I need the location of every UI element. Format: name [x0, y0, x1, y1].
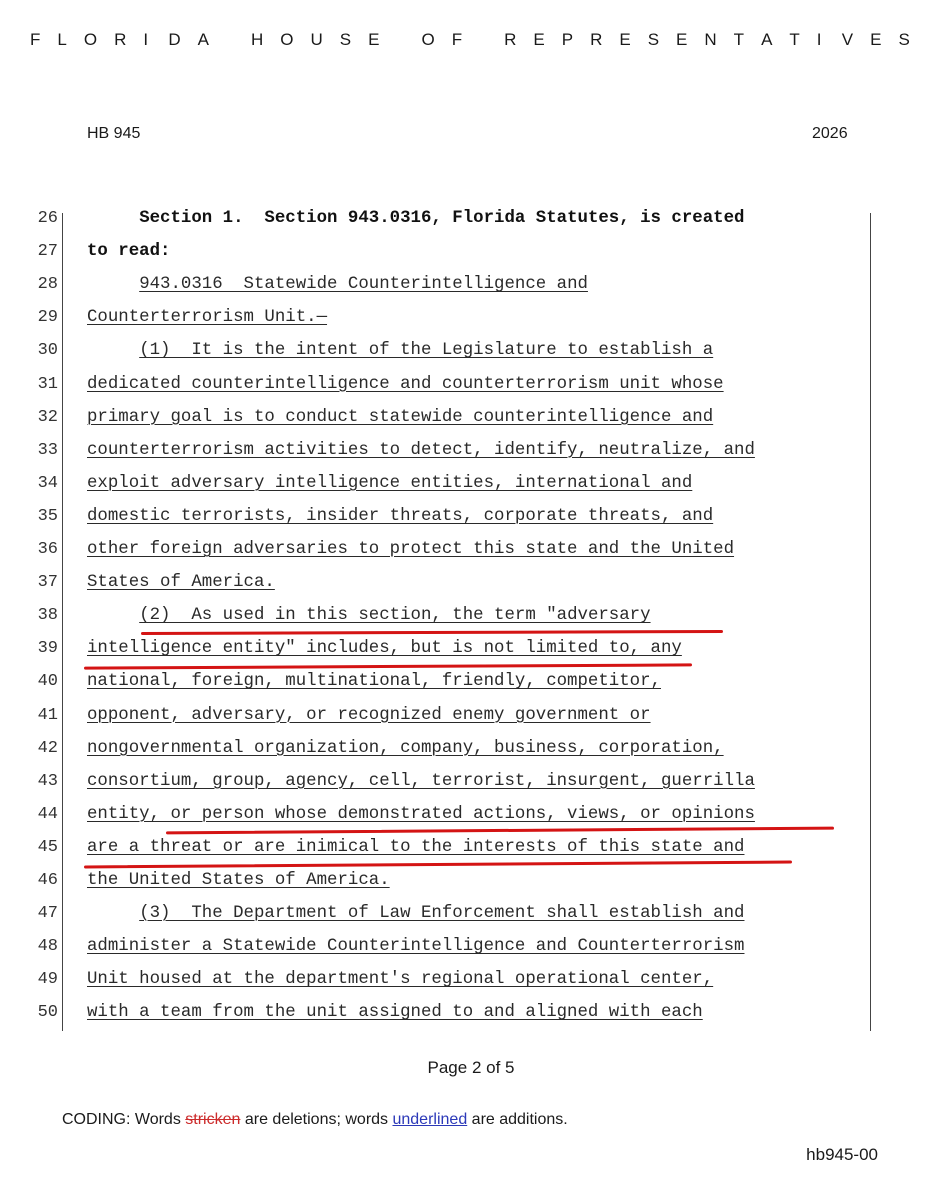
chamber-letter: R — [504, 30, 517, 49]
line-text: domestic terrorists, insider threats, corporate threats, and — [87, 506, 714, 526]
line-number: 29 — [37, 308, 58, 328]
red-annotation-line-45 — [84, 861, 792, 869]
right-margin-rule — [870, 213, 871, 1031]
chamber-letter: E — [619, 30, 631, 49]
line-text: the United States of America. — [87, 871, 390, 890]
chamber-letter: S — [898, 30, 910, 49]
line-number: 36 — [37, 540, 58, 559]
bill-number: HB 945 — [87, 125, 141, 142]
line-number: 34 — [37, 473, 58, 493]
bill-line — [87, 1003, 703, 1022]
line-text: consortium, group, agency, cell, terrorist, insurgent, guerrilla — [87, 771, 755, 791]
coding-prefix: CODING: Words — [62, 1111, 186, 1128]
bill-line — [87, 507, 713, 526]
bill-line — [87, 441, 755, 460]
line-text: 943.0316 Statewide Counterintelligence and — [139, 275, 588, 295]
chamber-letter: T — [789, 30, 800, 49]
chamber-letter: A — [761, 30, 773, 49]
line-text: States of America. — [87, 573, 275, 593]
line-number: 41 — [37, 705, 58, 725]
chamber-letter: T — [733, 30, 745, 49]
chamber-letter: S — [647, 30, 660, 49]
chamber-letter — [396, 30, 404, 50]
line-text: nongovernmental organization, company, business, corporation, — [87, 738, 724, 758]
chamber-letter: A — [197, 30, 209, 49]
line-number: 28 — [37, 275, 58, 295]
line-number: 33 — [37, 440, 58, 460]
line-text: dedicated counterintelligence and counterterrorism unit whose — [87, 374, 724, 394]
bill-line — [87, 408, 713, 427]
bill-line — [87, 606, 651, 625]
bill-line — [87, 275, 588, 294]
chamber-letter: R — [114, 30, 127, 49]
line-number: 40 — [37, 672, 58, 692]
line-number: 31 — [37, 374, 58, 394]
line-number: 35 — [37, 506, 58, 526]
line-text: other foreign adversaries to protect this state and the United — [87, 540, 735, 559]
line-number: 49 — [37, 970, 58, 990]
line-text: are a threat or are inimical to the interests of this state and — [87, 837, 745, 857]
line-text: (2) As used in this section, the term "adversary — [139, 606, 651, 626]
chamber-letter: O — [280, 30, 294, 49]
line-text: Counterterrorism Unit.— — [87, 308, 328, 328]
bill-line — [87, 474, 692, 493]
chamber-letter: O — [421, 30, 435, 49]
line-text: administer a Statewide Counterintelligence and Counterterrorism — [87, 937, 745, 957]
chamber-letter: N — [704, 30, 717, 49]
line-text: (1) It is the intent of the Legislature to establish a — [139, 341, 714, 361]
bill-line — [87, 242, 171, 261]
line-text: Unit housed at the department's regional operational center, — [87, 970, 714, 990]
line-number: 44 — [37, 804, 58, 824]
line-number: 45 — [37, 837, 58, 857]
bill-line — [87, 838, 744, 857]
red-annotation-line-39 — [84, 663, 692, 669]
chamber-letter: L — [57, 30, 67, 49]
bill-line — [87, 739, 724, 758]
line-text: primary goal is to conduct statewide counterintelligence and — [87, 407, 714, 427]
chamber-letter: E — [368, 30, 380, 49]
chamber-letter — [226, 30, 234, 50]
line-number: 32 — [37, 407, 58, 427]
chamber-letter: U — [310, 30, 323, 49]
document-id: hb945-00 — [806, 1145, 878, 1164]
line-text: Section 1. Section 943.0316, Florida Statutes, is created — [139, 209, 745, 228]
line-text: with a team from the unit assigned to and aligned with each — [87, 1003, 703, 1023]
bill-line — [87, 937, 744, 956]
chamber-letter: I — [816, 30, 822, 49]
line-number: 43 — [37, 771, 58, 791]
bill-line — [87, 573, 275, 592]
bill-line — [87, 341, 713, 360]
chamber-letter: H — [251, 30, 264, 49]
chamber-letter: E — [870, 30, 882, 49]
bill-line — [87, 639, 682, 658]
line-number: 39 — [37, 639, 58, 659]
bill-line — [87, 540, 734, 559]
session-year: 2026 — [812, 125, 848, 142]
coding-suffix: are additions. — [467, 1111, 568, 1128]
bill-line — [87, 209, 744, 228]
chamber-header — [30, 30, 910, 50]
line-number: 30 — [37, 341, 58, 361]
line-text: intelligence entity" includes, but is not limited to, any — [87, 639, 682, 659]
line-number: 27 — [37, 242, 58, 262]
line-text: entity, or person whose demonstrated actions, views, or opinions — [87, 804, 755, 824]
line-indent — [87, 341, 139, 360]
line-text: counterterrorism activities to detect, identify, neutralize, and — [87, 440, 755, 460]
left-margin-rule — [62, 213, 63, 1031]
bill-line — [87, 904, 744, 923]
bill-line — [87, 805, 755, 824]
bill-line — [87, 375, 724, 394]
bill-line — [87, 706, 651, 725]
line-text: exploit adversary intelligence entities, international and — [87, 473, 693, 493]
chamber-letter: E — [676, 30, 688, 49]
chamber-letter: F — [451, 30, 463, 49]
bill-line — [87, 970, 713, 989]
line-number: 26 — [37, 209, 58, 228]
chamber-letter: S — [339, 30, 352, 49]
page-number: Page 2 of 5 — [427, 1058, 515, 1077]
chamber-letter — [479, 30, 487, 50]
line-number: 50 — [37, 1003, 58, 1023]
line-text: opponent, adversary, or recognized enemy government or — [87, 705, 651, 725]
bill-line — [87, 871, 390, 890]
chamber-letter: I — [143, 30, 149, 49]
red-annotation-line-38 — [141, 630, 723, 635]
line-indent — [87, 606, 139, 625]
line-number: 42 — [37, 738, 58, 758]
line-number: 48 — [37, 937, 58, 957]
line-number: 47 — [37, 904, 58, 924]
line-text: (3) The Department of Law Enforcement shall establish and — [139, 904, 745, 924]
line-indent — [87, 275, 139, 294]
chamber-letter: E — [533, 30, 545, 49]
line-indent — [87, 904, 139, 923]
coding-legend — [62, 1111, 568, 1129]
chamber-letter: R — [590, 30, 603, 49]
chamber-letter: F — [30, 30, 41, 49]
chamber-letter: P — [561, 30, 574, 49]
coding-stricken-example: stricken — [185, 1111, 241, 1128]
chamber-letter: V — [841, 30, 854, 49]
line-number: 37 — [37, 573, 58, 593]
line-number: 38 — [37, 606, 58, 626]
coding-middle: are deletions; words — [240, 1111, 393, 1128]
red-annotation-line-44 — [166, 827, 834, 835]
chamber-letter: D — [168, 30, 181, 49]
line-text: to read: — [87, 242, 171, 262]
line-text: national, foreign, multinational, friendly, competitor, — [87, 672, 661, 692]
chamber-letter: O — [83, 30, 98, 49]
bill-line — [87, 308, 327, 327]
line-indent — [87, 209, 139, 228]
bill-line — [87, 672, 661, 691]
coding-underlined-example: underlined — [392, 1111, 468, 1128]
line-number: 46 — [37, 871, 58, 890]
bill-line — [87, 772, 755, 791]
